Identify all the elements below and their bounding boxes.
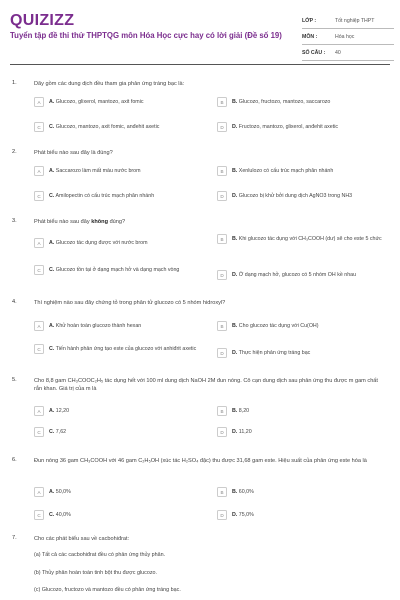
question-number: 7. — [12, 535, 17, 541]
option-c[interactable]: C C. 7,62 — [34, 427, 204, 437]
meta-label: SỐ CÂU : — [302, 49, 326, 56]
option-a[interactable]: A A. Khử hoàn toàn glucozo thành hexan — [34, 321, 204, 331]
meta-table — [302, 13, 394, 61]
option-box: B — [217, 321, 227, 331]
option-box: D — [217, 348, 227, 358]
option-box: C — [34, 191, 44, 201]
option-a[interactable]: A A. Glucozo, glixerol, mantozo, axit fomic — [34, 97, 204, 107]
option-box: B — [217, 234, 227, 244]
meta-value: Hóa học — [335, 33, 355, 40]
meta-label: LỚP : — [302, 17, 317, 24]
meta-row-subject — [302, 29, 394, 45]
option-a[interactable]: A A. Saccarozo làm mất màu nước brom — [34, 166, 204, 176]
option-b[interactable]: B B. Glucozo, fructozo, mantozo, saccarozo — [217, 97, 387, 107]
option-box: D — [217, 191, 227, 201]
option-box: D — [217, 510, 227, 520]
option-d[interactable]: D D. Thực hiện phản ứng tráng bạc — [217, 348, 387, 358]
option-box: B — [217, 97, 227, 107]
option-c[interactable]: C C. Glucozo, mantozo, axit fomic, anđehit axetic — [34, 122, 204, 132]
option-b[interactable]: B B. Cho glucozo tác dụng với Cu(OH) — [217, 321, 387, 331]
option-b[interactable]: B B. 60,0% — [217, 487, 387, 497]
meta-value: Tốt nghiệp THPT — [335, 17, 375, 24]
option-box: A — [34, 166, 44, 176]
option-box: C — [34, 265, 44, 275]
option-d[interactable]: D D. 11,20 — [217, 427, 387, 437]
option-d[interactable]: D D. Glucozo bị khử bởi dung dịch AgNO3 trong NH3 — [217, 191, 387, 201]
option-c[interactable]: C C. Glucozo tồn tại ở dạng mạch hở và dạng mạch vòng — [34, 265, 204, 275]
question-text: Phát biểu nào sau đây không đúng? — [34, 219, 126, 225]
option-c[interactable]: C C. 40,0% — [34, 510, 204, 520]
option-box: A — [34, 97, 44, 107]
question-text: Phát biểu nào sau đây là đúng? — [34, 150, 113, 156]
option-box: C — [34, 122, 44, 132]
option-box: D — [217, 427, 227, 437]
option-a[interactable]: A A. Glucozo tác dụng được với nước brom — [34, 238, 204, 248]
statement-a: (a) Tất cả các cacbohiđrat đều có phản ứng thủy phân. — [34, 552, 166, 558]
option-box: A — [34, 406, 44, 416]
meta-label: MÔN : — [302, 33, 318, 40]
option-c[interactable]: C C. Tiến hành phản ứng tạo este của glucozo với anhiđrit axetic — [34, 344, 204, 354]
option-box: D — [217, 270, 227, 280]
header-divider — [10, 64, 390, 65]
meta-value: 40 — [335, 49, 341, 56]
meta-row-count — [302, 45, 394, 61]
question-number: 4. — [12, 299, 17, 305]
option-d[interactable]: D D. Ở dạng mạch hở, glucozo có 5 nhóm OH kề nhau — [217, 270, 387, 280]
question-number: 6. — [12, 457, 17, 463]
option-d[interactable]: D D. 75,0% — [217, 510, 387, 520]
question-text: Dãy gồm các dung dịch đều tham gia phản ứng tráng bạc là: — [34, 81, 185, 87]
option-c[interactable]: C C. Amilopectin có cấu trúc mạch phân nhánh — [34, 191, 204, 201]
quizizz-logo: QUIZIZZ — [10, 12, 75, 29]
question-text: Cho 8,8 gam CH₃COOC₂H₅ tác dụng hết với 100 ml dung dịch NaOH 2M đun nóng. Cô cạn dung dịch sau phản ứng thu được m gam chất rắn khan. Giá trị của m là — [34, 378, 378, 392]
option-box: A — [34, 487, 44, 497]
option-b[interactable]: B B. Khi glucozo tác dụng với CH₃COOH (dư) sẽ cho este 5 chức — [217, 234, 387, 244]
option-b[interactable]: B B. Xenlulozo có cấu trúc mạch phân nhánh — [217, 166, 387, 176]
option-box: D — [217, 122, 227, 132]
option-box: A — [34, 321, 44, 331]
option-box: B — [217, 406, 227, 416]
option-box: C — [34, 427, 44, 437]
meta-row-class — [302, 13, 394, 29]
question-number: 1. — [12, 80, 17, 86]
question-text: Đun nóng 36 gam CH₃COOH với 46 gam C₂H₅OH (xúc tác H₂SO₄ đặc) thu được 31,68 gam este. Hiệu suất của phản ứng este hóa là — [34, 458, 367, 464]
option-box: C — [34, 510, 44, 520]
question-number: 3. — [12, 218, 17, 224]
statement-c: (c) Glucozo, fructozo và mantozo đều có phản ứng tráng bạc. — [34, 587, 181, 593]
question-text: Cho các phát biểu sau về cacbohiđrat: — [34, 536, 130, 542]
option-box: B — [217, 487, 227, 497]
header — [0, 0, 400, 62]
option-box: A — [34, 238, 44, 248]
option-a[interactable]: A A. 12,20 — [34, 406, 204, 416]
option-box: B — [217, 166, 227, 176]
statement-b: (b) Thủy phân hoàn toàn tinh bột thu được glucozo. — [34, 570, 158, 576]
option-d[interactable]: D D. Fructozo, mantozo, glixerol, anđehit axetic — [217, 122, 387, 132]
option-box: C — [34, 344, 44, 354]
option-b[interactable]: B B. 8,20 — [217, 406, 387, 416]
question-number: 2. — [12, 149, 17, 155]
question-number: 5. — [12, 377, 17, 383]
document-title: Tuyển tập đề thi thử THPTQG môn Hóa Học cực hay có lời giải (Đề số 19) — [10, 31, 282, 40]
option-a[interactable]: A A. 50,0% — [34, 487, 204, 497]
question-text: Thí nghiệm nào sau đây chứng tỏ trong phân tử glucozo có 5 nhóm hidroxyl? — [34, 300, 226, 306]
